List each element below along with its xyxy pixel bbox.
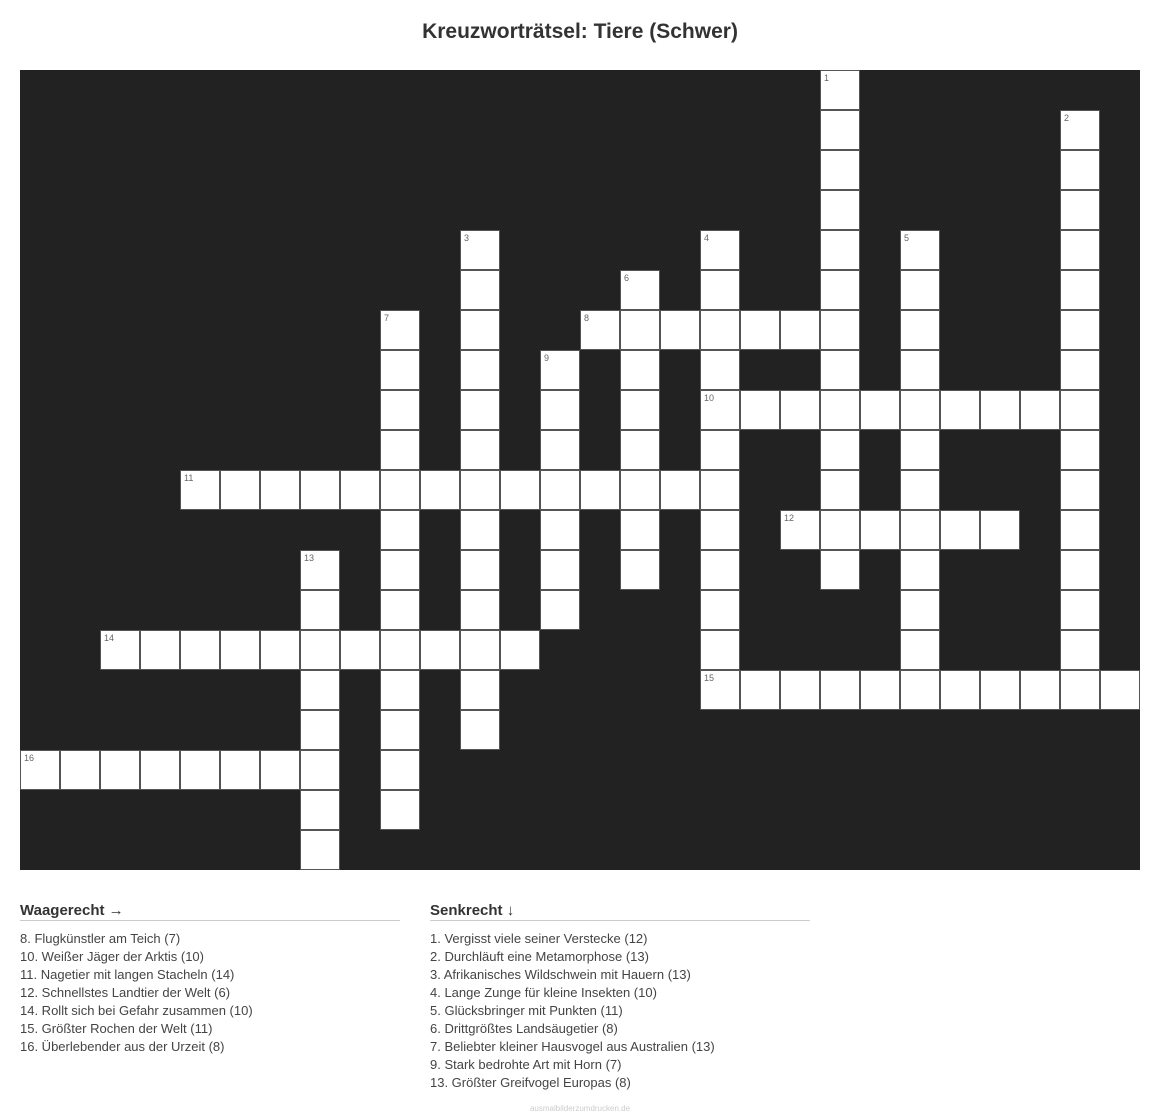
down-heading: Senkrecht ↓ <box>430 902 810 921</box>
grid-cell[interactable] <box>980 670 1020 710</box>
across-clue: 14. Rollt sich bei Gefahr zusammen (10) <box>20 1003 253 1018</box>
grid-cell[interactable] <box>740 390 780 430</box>
grid-cell[interactable] <box>180 630 220 670</box>
grid-cell[interactable] <box>900 350 940 390</box>
grid-cell[interactable] <box>820 390 860 430</box>
clue-number: 16 <box>24 753 35 763</box>
grid-cell[interactable] <box>1060 430 1100 470</box>
grid-cell[interactable] <box>380 710 420 750</box>
grid-cell[interactable] <box>700 430 740 470</box>
grid-cell[interactable] <box>700 230 740 270</box>
grid-cell[interactable] <box>780 670 820 710</box>
grid-cell[interactable] <box>820 150 860 190</box>
grid-cell[interactable] <box>380 470 420 510</box>
grid-cell[interactable] <box>740 670 780 710</box>
grid-cell[interactable] <box>140 750 180 790</box>
grid-cell[interactable] <box>380 390 420 430</box>
grid-cell[interactable] <box>860 670 900 710</box>
clue-number: 14 <box>104 633 115 643</box>
grid-cell[interactable] <box>1020 390 1060 430</box>
grid-cell[interactable] <box>1060 390 1100 430</box>
grid-cell[interactable] <box>660 310 700 350</box>
grid-cell[interactable] <box>460 230 500 270</box>
across-clue: 10. Weißer Jäger der Arktis (10) <box>20 949 204 964</box>
grid-cell[interactable] <box>900 630 940 670</box>
grid-cell[interactable] <box>460 350 500 390</box>
grid-cell[interactable] <box>820 230 860 270</box>
grid-cell[interactable] <box>780 510 820 550</box>
clue-number: 7 <box>384 313 390 323</box>
clue-number: 4 <box>704 233 710 243</box>
grid-cell[interactable] <box>1060 670 1100 710</box>
grid-cell[interactable] <box>380 750 420 790</box>
grid-cell[interactable] <box>820 470 860 510</box>
grid-cell[interactable] <box>380 670 420 710</box>
grid-cell[interactable] <box>620 430 660 470</box>
grid-cell[interactable] <box>1060 590 1100 630</box>
grid-cell[interactable] <box>340 470 380 510</box>
grid-cell[interactable] <box>460 310 500 350</box>
across-clue: 11. Nagetier mit langen Stacheln (14) <box>20 967 235 982</box>
down-clue: 6. Drittgrößtes Landsäugetier (8) <box>430 1021 618 1036</box>
grid-cell[interactable] <box>380 790 420 830</box>
grid-cell[interactable] <box>700 390 740 430</box>
grid-cell[interactable] <box>900 550 940 590</box>
clue-number: 15 <box>704 673 715 683</box>
grid-cell[interactable] <box>940 670 980 710</box>
grid-cell[interactable] <box>940 510 980 550</box>
grid-cell[interactable] <box>540 590 580 630</box>
grid-cell[interactable] <box>340 630 380 670</box>
page-title: Kreuzworträtsel: Tiere (Schwer) <box>422 20 738 43</box>
clue-number: 8 <box>584 313 590 323</box>
down-clue: 5. Glücksbringer mit Punkten (11) <box>430 1003 623 1018</box>
grid-cell[interactable] <box>420 470 460 510</box>
grid-cell[interactable] <box>540 470 580 510</box>
clue-number: 6 <box>624 273 630 283</box>
across-clue: 12. Schnellstes Landtier der Welt (6) <box>20 985 231 1000</box>
grid-cell[interactable] <box>900 510 940 550</box>
clue-number: 9 <box>544 353 550 363</box>
grid-cell[interactable] <box>1060 310 1100 350</box>
grid-cell[interactable] <box>900 470 940 510</box>
grid-cell[interactable] <box>780 310 820 350</box>
grid-cell[interactable] <box>940 390 980 430</box>
grid-cell[interactable] <box>380 590 420 630</box>
grid-cell[interactable] <box>180 750 220 790</box>
grid-cell[interactable] <box>220 470 260 510</box>
grid-cell[interactable] <box>460 550 500 590</box>
grid-cell[interactable] <box>620 310 660 350</box>
grid-cell[interactable] <box>1060 230 1100 270</box>
grid-cell[interactable] <box>620 270 660 310</box>
footer-credit: ausmalbilderzumdrucken.de <box>529 1104 631 1113</box>
grid-cell[interactable] <box>620 390 660 430</box>
clue-number: 5 <box>904 233 910 243</box>
grid-cell[interactable] <box>300 830 340 870</box>
grid-cell[interactable] <box>60 750 100 790</box>
grid-cell[interactable] <box>300 750 340 790</box>
across-clue: 15. Größter Rochen der Welt (11) <box>20 1021 213 1036</box>
grid-cell[interactable] <box>220 630 260 670</box>
grid-cell[interactable] <box>540 430 580 470</box>
grid-cell[interactable] <box>700 350 740 390</box>
grid-cell[interactable] <box>820 310 860 350</box>
grid-cell[interactable] <box>820 350 860 390</box>
grid-cell[interactable] <box>1060 550 1100 590</box>
grid-cell[interactable] <box>620 510 660 550</box>
grid-cell[interactable] <box>460 670 500 710</box>
down-clue: 9. Stark bedrohte Art mit Horn (7) <box>430 1057 622 1072</box>
clue-number: 11 <box>184 473 194 483</box>
grid-cell[interactable] <box>900 270 940 310</box>
clue-number: 12 <box>784 513 795 523</box>
grid-cell[interactable] <box>540 510 580 550</box>
grid-cell[interactable] <box>1060 350 1100 390</box>
down-clues <box>430 902 810 1092</box>
grid-cell[interactable] <box>860 390 900 430</box>
grid-cell[interactable] <box>1060 150 1100 190</box>
grid-cell[interactable] <box>100 630 140 670</box>
down-clue-list <box>430 930 810 1092</box>
grid-cell[interactable] <box>300 470 340 510</box>
grid-cell[interactable] <box>380 550 420 590</box>
grid-cell[interactable] <box>820 670 860 710</box>
grid-cell[interactable] <box>980 510 1020 550</box>
grid-cell[interactable] <box>380 350 420 390</box>
grid-cell[interactable] <box>860 510 900 550</box>
grid-cell[interactable] <box>1060 510 1100 550</box>
grid-cell[interactable] <box>540 350 580 390</box>
grid-cell[interactable] <box>460 390 500 430</box>
grid-cell[interactable] <box>1100 670 1140 710</box>
grid-cell[interactable] <box>820 110 860 150</box>
grid-cell[interactable] <box>300 710 340 750</box>
grid-cell[interactable] <box>460 470 500 510</box>
grid-cell[interactable] <box>300 590 340 630</box>
grid-cell[interactable] <box>820 70 860 110</box>
across-clue: 8. Flugkünstler am Teich (7) <box>20 931 181 946</box>
grid-cell[interactable] <box>460 430 500 470</box>
grid-cell[interactable] <box>380 430 420 470</box>
grid-cell[interactable] <box>1020 670 1060 710</box>
grid-cell[interactable] <box>20 750 60 790</box>
grid-cell[interactable] <box>700 470 740 510</box>
grid-cell[interactable] <box>620 350 660 390</box>
grid-cell[interactable] <box>900 430 940 470</box>
grid-cell[interactable] <box>220 750 260 790</box>
grid-cell[interactable] <box>700 670 740 710</box>
grid-cell[interactable] <box>700 310 740 350</box>
grid-cell[interactable] <box>740 310 780 350</box>
down-clue: 1. Vergisst viele seiner Verstecke (12) <box>430 931 648 946</box>
grid-cell[interactable] <box>260 630 300 670</box>
grid-cell[interactable] <box>700 630 740 670</box>
grid-cell[interactable] <box>540 390 580 430</box>
grid-cell[interactable] <box>540 550 580 590</box>
grid-cell[interactable] <box>1060 630 1100 670</box>
grid-cell[interactable] <box>900 390 940 430</box>
clue-number: 1 <box>824 73 830 83</box>
down-clue: 2. Durchläuft eine Metamorphose (13) <box>430 949 649 964</box>
grid-cell[interactable] <box>180 470 220 510</box>
grid-cell[interactable] <box>820 550 860 590</box>
down-clue: 7. Beliebter kleiner Hausvogel aus Australien (13) <box>430 1039 715 1054</box>
grid-cell[interactable] <box>700 550 740 590</box>
grid-cell[interactable] <box>260 470 300 510</box>
grid-cell[interactable] <box>500 630 540 670</box>
crossword-grid <box>20 70 1140 870</box>
grid-cell[interactable] <box>820 190 860 230</box>
grid-cell[interactable] <box>1060 190 1100 230</box>
clue-number: 3 <box>464 233 470 243</box>
grid-cell[interactable] <box>380 310 420 350</box>
grid-cell[interactable] <box>460 590 500 630</box>
clue-number: 10 <box>704 393 715 403</box>
grid-cell[interactable] <box>100 750 140 790</box>
grid-cell[interactable] <box>580 470 620 510</box>
across-heading: Waagerecht → <box>20 902 400 921</box>
grid-cell[interactable] <box>300 550 340 590</box>
grid-cell[interactable] <box>900 230 940 270</box>
grid-cell[interactable] <box>660 470 700 510</box>
grid-cell[interactable] <box>820 270 860 310</box>
clue-number: 13 <box>304 553 315 563</box>
grid-cell[interactable] <box>820 430 860 470</box>
grid-cell[interactable] <box>460 270 500 310</box>
grid-cell[interactable] <box>620 550 660 590</box>
across-clue-list <box>20 930 400 1056</box>
grid-cell[interactable] <box>780 390 820 430</box>
grid-cell[interactable] <box>260 750 300 790</box>
grid-cell[interactable] <box>620 470 660 510</box>
grid-cell[interactable] <box>420 630 460 670</box>
grid-cell[interactable] <box>900 670 940 710</box>
grid-cell[interactable] <box>700 510 740 550</box>
grid-cell[interactable] <box>700 270 740 310</box>
grid-cell[interactable] <box>820 510 860 550</box>
across-clue: 16. Überlebender aus der Urzeit (8) <box>20 1039 225 1054</box>
grid-cell[interactable] <box>460 510 500 550</box>
grid-cell[interactable] <box>700 590 740 630</box>
grid-cell[interactable] <box>1060 270 1100 310</box>
down-clue: 4. Lange Zunge für kleine Insekten (10) <box>430 985 657 1000</box>
grid-cell[interactable] <box>460 710 500 750</box>
grid-cell[interactable] <box>1060 110 1100 150</box>
down-clue: 3. Afrikanisches Wildschwein mit Hauern (13) <box>430 967 691 982</box>
grid-cell[interactable] <box>500 470 540 510</box>
grid-cell[interactable] <box>300 630 340 670</box>
across-clues <box>20 902 400 1056</box>
grid-cell[interactable] <box>1060 470 1100 510</box>
grid-cell[interactable] <box>380 630 420 670</box>
grid-cell[interactable] <box>580 310 620 350</box>
clue-number: 2 <box>1064 113 1070 123</box>
grid-cell[interactable] <box>300 790 340 830</box>
down-clue: 13. Größter Greifvogel Europas (8) <box>430 1075 631 1090</box>
grid-cell[interactable] <box>900 590 940 630</box>
grid-cell[interactable] <box>300 670 340 710</box>
grid-cell[interactable] <box>980 390 1020 430</box>
grid-cell[interactable] <box>140 630 180 670</box>
grid-cell[interactable] <box>900 310 940 350</box>
grid-cell[interactable] <box>460 630 500 670</box>
grid-cell[interactable] <box>380 510 420 550</box>
